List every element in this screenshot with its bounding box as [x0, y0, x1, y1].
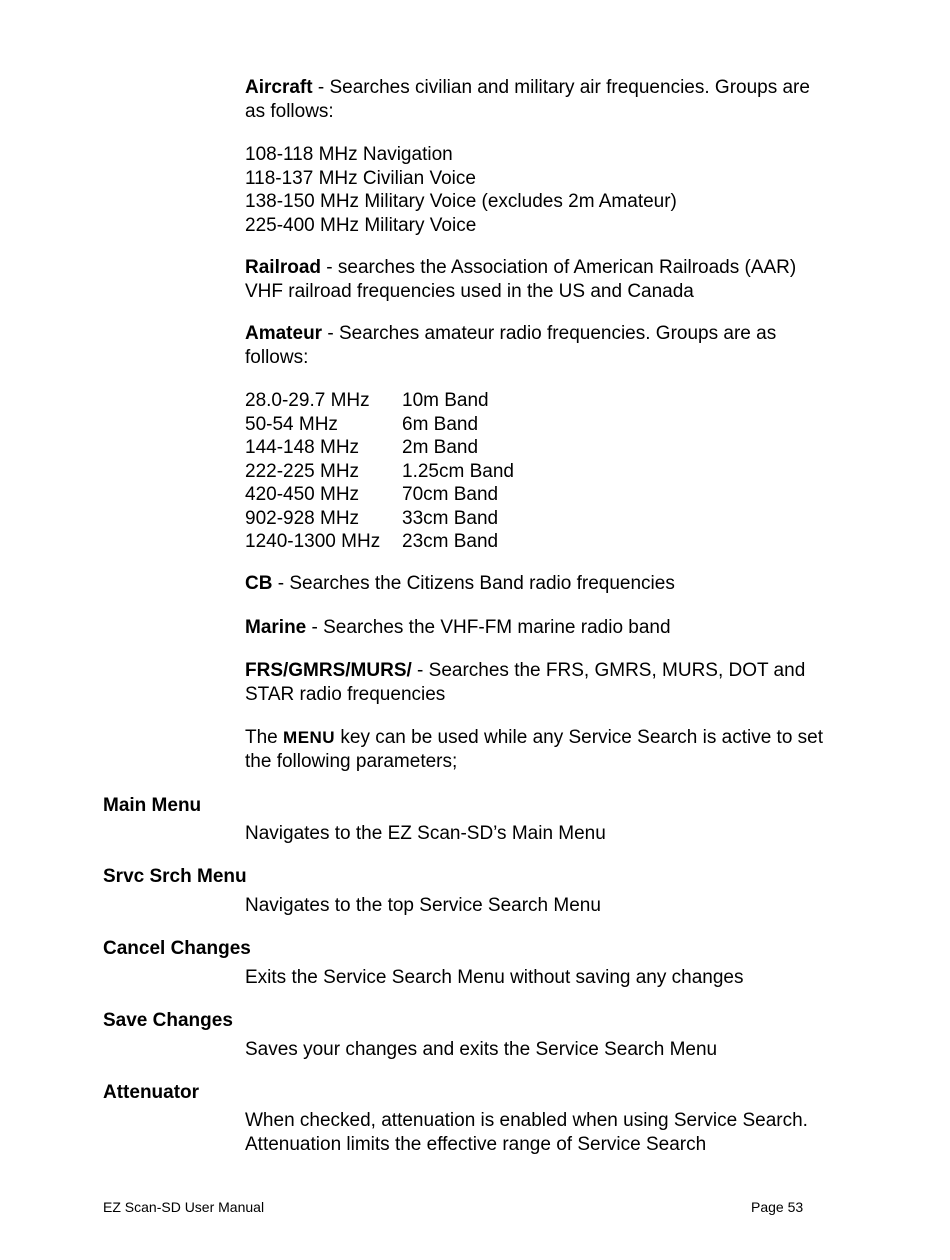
- aircraft-term: Aircraft: [245, 77, 313, 98]
- band-range: 50-54 MHz: [245, 413, 338, 435]
- band-name: 33cm Band: [402, 507, 499, 529]
- railroad-paragraph: [245, 256, 835, 303]
- band-name: 10m Band: [402, 390, 489, 411]
- list-item: 225-400 MHz Military Voice: [245, 214, 477, 236]
- amateur-band-table: [245, 389, 514, 554]
- band-range: 902-928 MHz: [245, 507, 360, 529]
- frs-paragraph: [245, 659, 835, 706]
- footer-page-number: Page 53: [751, 1199, 804, 1215]
- band-range: 144-148 MHz: [245, 437, 360, 458]
- band-range: 420-450 MHz: [245, 484, 360, 505]
- amateur-paragraph: [245, 322, 835, 369]
- frs-desc: - Searches the FRS, GMRS, MURS, DOT and STAR radio frequencies: [245, 660, 806, 705]
- cb-desc: - Searches the Citizens Band radio frequencies: [272, 573, 675, 594]
- band-range: 1240-1300 MHz: [245, 531, 381, 552]
- cb-paragraph: [245, 572, 835, 596]
- table-row: [245, 460, 514, 484]
- railroad-term: Railroad: [245, 257, 322, 278]
- band-name: 6m Band: [402, 413, 479, 435]
- list-item: 138-150 MHz Military Voice (excludes 2m Amateur): [245, 191, 677, 212]
- menu-key-label: MENU: [283, 728, 336, 747]
- aircraft-paragraph: [245, 76, 835, 123]
- menu-heading-cancel-changes: Cancel Changes: [103, 938, 251, 959]
- band-name: 23cm Band: [402, 531, 499, 552]
- menu-desc-cancel-changes: Exits the Service Search Menu without saving any changes: [245, 967, 744, 988]
- band-name: 2m Band: [402, 437, 479, 458]
- menu-desc-srvc-srch-menu: Navigates to the top Service Search Menu: [245, 895, 601, 916]
- marine-paragraph: [245, 616, 835, 640]
- cb-term: CB: [245, 573, 273, 594]
- table-row: [245, 436, 514, 460]
- band-range: 222-225 MHz: [245, 460, 360, 482]
- aircraft-group-list: [245, 143, 835, 237]
- table-row: [245, 507, 514, 531]
- list-item: 108-118 MHz Navigation: [245, 144, 453, 165]
- marine-desc: - Searches the VHF-FM marine radio band: [306, 617, 671, 638]
- band-name: 70cm Band: [402, 484, 499, 505]
- menu-heading-main-menu: Main Menu: [103, 795, 202, 816]
- menu-heading-srvc-srch-menu: Srvc Srch Menu: [103, 866, 247, 887]
- menu-desc-main-menu: Navigates to the EZ Scan-SD’s Main Menu: [245, 823, 606, 844]
- menu-key-paragraph: [245, 726, 845, 773]
- list-item: 118-137 MHz Civilian Voice: [245, 167, 476, 189]
- marine-term: Marine: [245, 617, 307, 638]
- menu-desc-save-changes: Saves your changes and exits the Service Search Menu: [245, 1039, 718, 1060]
- menu-heading-save-changes: Save Changes: [103, 1010, 233, 1031]
- table-row: [245, 530, 514, 554]
- menu-desc-attenuator: When checked, attenuation is enabled when using Service Search. Attenuation limits the effective range of Service Search: [245, 1110, 808, 1155]
- amateur-desc: - Searches amateur radio frequencies. Groups are as follows:: [245, 323, 777, 368]
- aircraft-desc: - Searches civilian and military air frequencies. Groups are as follows:: [245, 77, 810, 122]
- table-row: [245, 483, 514, 507]
- menu-intro-pre: The: [245, 727, 284, 748]
- menu-heading-attenuator: Attenuator: [103, 1082, 200, 1103]
- band-range: 28.0-29.7 MHz: [245, 390, 370, 411]
- table-row: [245, 413, 514, 437]
- frs-term: FRS/GMRS/MURS/: [245, 660, 412, 681]
- amateur-term: Amateur: [245, 323, 323, 344]
- band-name: 1.25cm Band: [402, 460, 514, 482]
- menu-intro-post: key can be used while any Service Search is active to set the following parameters;: [245, 727, 824, 772]
- railroad-desc: - searches the Association of American Railroads (AAR) VHF railroad frequencies used in the US and Canada: [245, 257, 797, 302]
- table-row: [245, 389, 514, 413]
- footer-title: EZ Scan-SD User Manual: [103, 1199, 265, 1215]
